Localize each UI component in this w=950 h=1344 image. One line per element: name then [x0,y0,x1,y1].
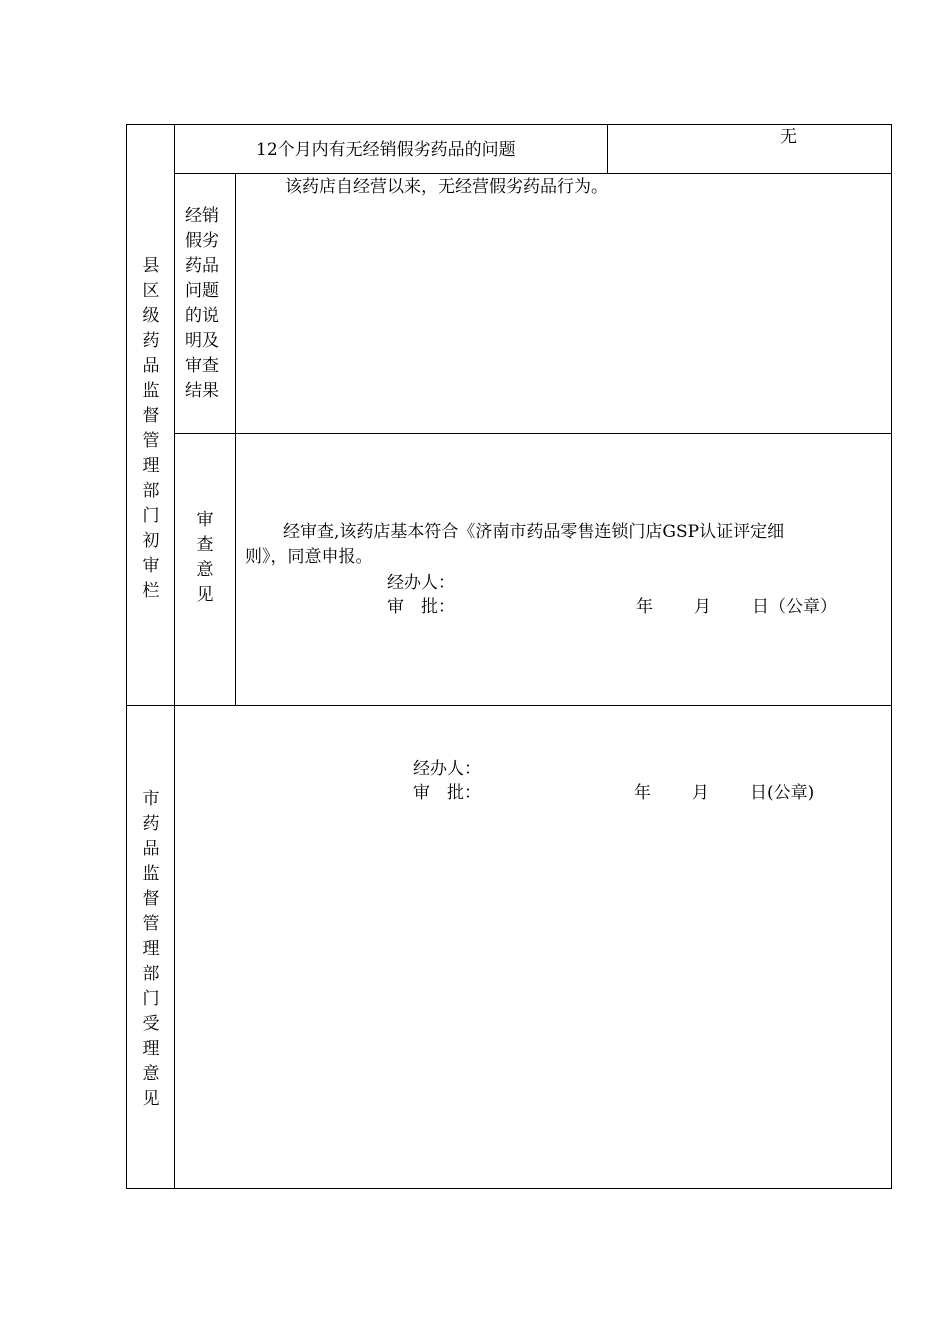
opinion-line-2: 则》，同意申报。 [245,547,373,567]
explanation-text: 该药店自经营以来，无经营假劣药品行为。 [285,177,608,197]
table-border-right [891,124,892,1189]
county-year-label: 年 [636,597,653,617]
table-border-left [126,124,127,1189]
opinion-line-1: 经审查,该药店基本符合《济南市药品零售连锁门店GSP认证评定细 [283,522,785,542]
question-answer: 无 [780,127,797,147]
opinion-label: 审查意见 [196,510,214,605]
county-month-label: 月 [694,597,711,617]
question-answer-divider [607,124,608,173]
section-divider [126,705,892,706]
county-approver-label: 审 批： [387,597,455,617]
explanation-label: 经销假劣药品问题的说明及审查结果 [185,206,219,401]
question-row-bottom [174,173,892,174]
city-approver-label: 审 批： [413,783,481,803]
county-section-side-label: 县区级药品监督管理部门初审栏 [142,256,160,601]
city-month-label: 月 [692,783,709,803]
label-column-divider [235,173,236,705]
city-year-label: 年 [634,783,651,803]
explanation-row-bottom [174,433,892,434]
city-section-side-label: 市药品监督管理部门受理意见 [142,789,160,1109]
side-column-divider [174,124,175,1189]
city-day-seal-label: 日(公章) [750,783,815,803]
county-handler-label: 经办人： [387,573,455,593]
county-day-seal-label: 日（公章） [752,597,837,617]
question-text: 12个月内有无经销假劣药品的问题 [256,140,516,160]
review-form-table [126,124,892,1189]
table-border-top [126,124,892,125]
city-handler-label: 经办人： [413,759,481,779]
table-border-bottom [126,1188,892,1189]
